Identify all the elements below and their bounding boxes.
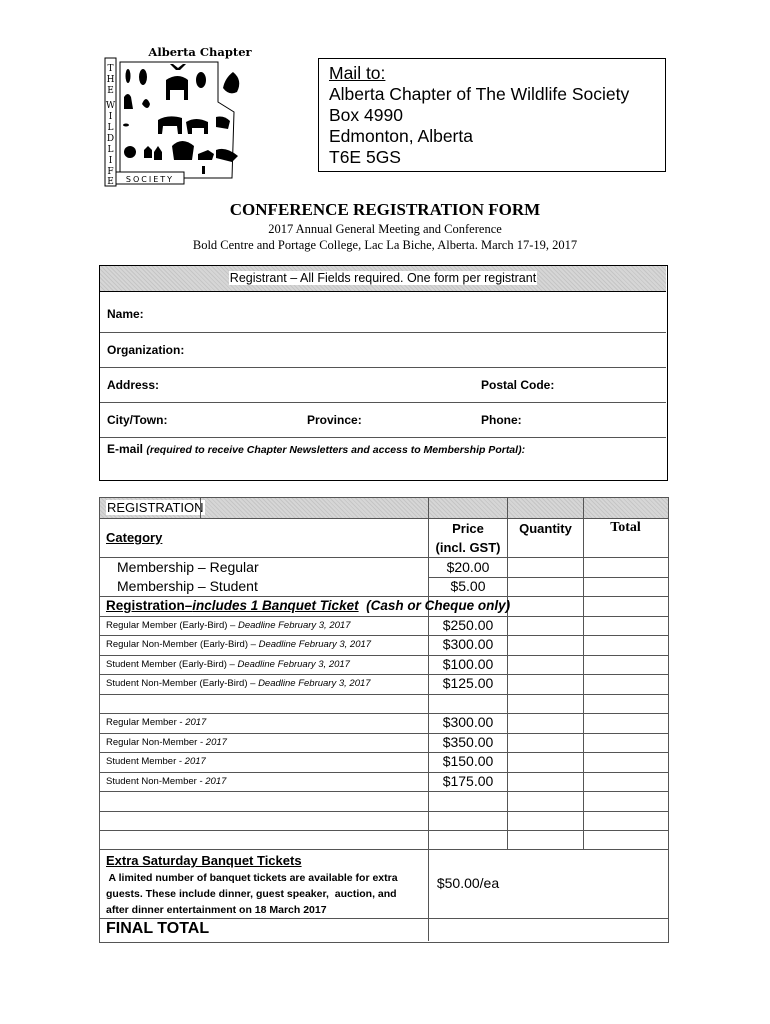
early-bird-row-price: $125.00 <box>442 675 494 691</box>
logo-bottom-text: SOCIETY <box>125 175 175 184</box>
price-column-subheader: (incl. GST) <box>435 540 501 555</box>
early-bird-row-label: Student Member (Early-Bird) – Deadline February 3, 2017 <box>106 659 350 670</box>
regular-row-price: $150.00 <box>442 753 494 769</box>
registration-header: REGISTRATION <box>107 500 204 515</box>
regular-row-price: $175.00 <box>442 773 494 789</box>
membership-student-total[interactable] <box>584 578 667 595</box>
form-title: CONFERENCE REGISTRATION FORM <box>229 200 541 219</box>
city-field[interactable] <box>180 406 300 436</box>
early-bird-row-price: $300.00 <box>442 636 494 652</box>
regular-row-quantity[interactable] <box>508 773 583 790</box>
postal-code-label: Postal Code: <box>481 378 555 392</box>
svg-text:I: I <box>108 112 113 122</box>
logo-top-text: Alberta Chapter <box>148 45 252 59</box>
banquet-price: $50.00/ea <box>436 875 500 891</box>
early-bird-row-quantity[interactable] <box>508 617 583 634</box>
early-bird-row-label: Regular Non-Member (Early-Bird) – Deadline February 3, 2017 <box>106 639 372 650</box>
registrant-section <box>99 265 668 481</box>
registration-table <box>99 497 668 942</box>
svg-text:I: I <box>108 156 113 166</box>
animal-silhouettes-icon <box>123 64 239 174</box>
early-bird-row-price: $250.00 <box>442 617 494 633</box>
early-bird-row-label: Student Non-Member (Early-Bird) – Deadline February 3, 2017 <box>106 678 371 689</box>
form-subtitle-venue: Bold Centre and Portage College, Lac La Biche, Alberta. March 17-19, 2017 <box>192 238 578 252</box>
svg-text:L: L <box>107 145 114 155</box>
organization-field[interactable] <box>200 336 660 366</box>
regular-row-price: $300.00 <box>442 714 494 730</box>
membership-student-price: $5.00 <box>450 578 486 594</box>
price-column-header: Price <box>452 521 484 536</box>
regular-row-label: Student Member - 2017 <box>106 756 206 767</box>
early-bird-row-quantity[interactable] <box>508 656 583 673</box>
svg-text:E: E <box>107 177 114 187</box>
regular-row-price: $350.00 <box>442 734 494 750</box>
final-total-field[interactable] <box>429 919 667 940</box>
mail-to-line: Edmonton, Alberta <box>329 126 473 146</box>
svg-text:L: L <box>107 123 114 133</box>
regular-row-label: Regular Member - 2017 <box>106 717 207 728</box>
membership-regular-label: Membership – Regular <box>117 559 259 575</box>
province-field[interactable] <box>370 406 470 436</box>
address-field[interactable] <box>170 371 470 401</box>
email-field[interactable] <box>107 456 657 476</box>
mail-to-label: Mail to: <box>329 63 386 83</box>
name-label: Name: <box>107 307 144 321</box>
regular-row-quantity[interactable] <box>508 753 583 771</box>
early-bird-row-quantity[interactable] <box>508 636 583 654</box>
city-label: City/Town: <box>107 413 168 427</box>
regular-row-label: Student Non-Member - 2017 <box>106 776 227 787</box>
category-column-header: Category <box>106 530 163 545</box>
phone-label: Phone: <box>481 413 522 427</box>
svg-text:H: H <box>106 75 115 85</box>
mail-to-line: Box 4990 <box>329 105 403 125</box>
registration-subheading: Registration–includes 1 Banquet Ticket (Cash or Cheque only) <box>106 598 511 613</box>
membership-student-label: Membership – Student <box>117 578 258 594</box>
regular-row-quantity[interactable] <box>508 714 583 732</box>
mail-to-line: Alberta Chapter of The Wildlife Society <box>329 84 630 104</box>
membership-regular-price: $20.00 <box>446 559 490 575</box>
svg-text:T: T <box>107 64 114 74</box>
early-bird-row-price: $100.00 <box>442 656 494 672</box>
membership-student-quantity[interactable] <box>508 578 583 595</box>
quantity-column-header: Quantity <box>519 521 572 536</box>
membership-regular-total[interactable] <box>584 558 667 576</box>
wildlife-society-logo <box>98 42 258 192</box>
svg-text:W: W <box>105 101 116 111</box>
membership-regular-quantity[interactable] <box>508 558 583 576</box>
total-column-header: Total <box>610 520 641 535</box>
form-subtitle: 2017 Annual General Meeting and Conference <box>268 222 502 236</box>
svg-text:D: D <box>106 134 115 144</box>
banquet-title: Extra Saturday Banquet Tickets <box>106 853 302 868</box>
early-bird-row-label: Regular Member (Early-Bird) – Deadline February 3, 2017 <box>106 620 351 631</box>
postal-code-field[interactable] <box>565 371 660 401</box>
phone-field[interactable] <box>530 406 660 436</box>
final-total-label: FINAL TOTAL <box>106 920 210 937</box>
email-label: E-mail <box>107 442 144 456</box>
name-field[interactable] <box>160 300 660 330</box>
svg-text:F: F <box>107 167 114 177</box>
address-label: Address: <box>107 378 160 392</box>
mail-to-line: T6E 5GS <box>329 147 401 167</box>
banquet-description: A limited number of banquet tickets are available for extra guests. These include dinner, guest speaker, auction, and after dinner entertainment on 18 March 2017 <box>106 872 398 916</box>
banquet-quantity[interactable] <box>508 850 583 917</box>
registrant-header: Registrant – All Fields required. One form per registrant <box>229 271 537 285</box>
regular-row-label: Regular Non-Member - 2017 <box>106 737 227 748</box>
email-note: (required to receive Chapter Newsletters and access to Membership Portal): <box>146 444 526 456</box>
regular-row-quantity[interactable] <box>508 734 583 751</box>
organization-label: Organization: <box>107 343 185 357</box>
early-bird-row-quantity[interactable] <box>508 675 583 693</box>
province-label: Province: <box>307 413 362 427</box>
svg-text:E: E <box>107 86 114 96</box>
mailing-address-box <box>318 58 666 172</box>
